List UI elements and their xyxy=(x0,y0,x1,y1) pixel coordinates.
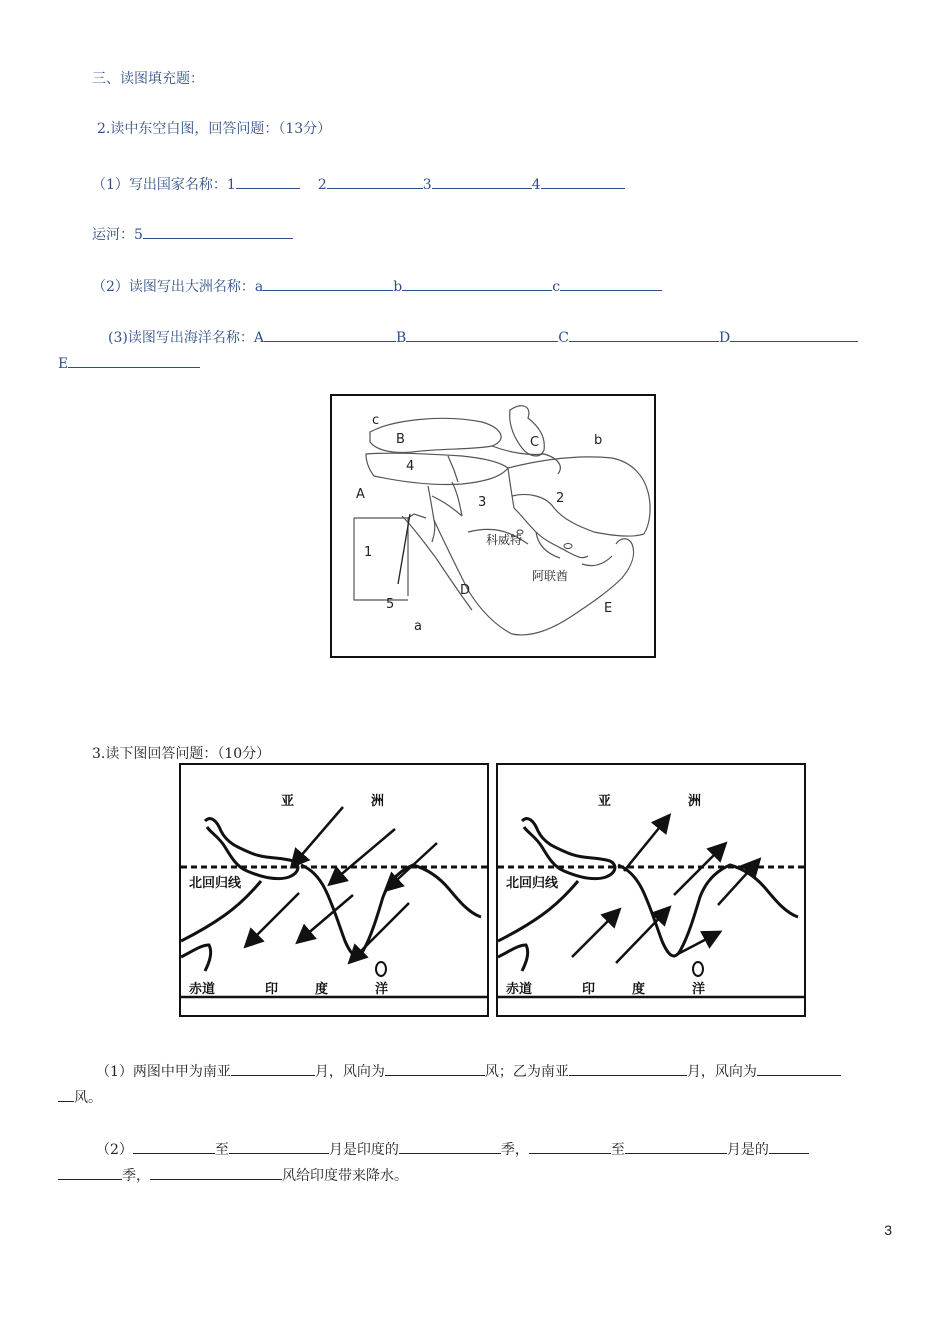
map-label-D: D xyxy=(460,583,471,598)
answer-blank-c[interactable] xyxy=(560,275,662,291)
q3-part2-cont: 季， 风给印度带来降水。 xyxy=(58,1164,408,1185)
middle-east-map-drawing xyxy=(332,396,654,656)
answer-blank-5[interactable] xyxy=(143,223,293,239)
blank-jia-wind[interactable] xyxy=(385,1060,485,1076)
q2-part3: (3)读图写出海洋名称：A B C D xyxy=(108,326,858,347)
label-tropic-right: 北回归线 xyxy=(506,876,559,891)
label-yang-right: 洋 xyxy=(692,982,706,997)
answer-blank-ocean-B[interactable] xyxy=(406,326,558,342)
q3-part1: （1）两图中甲为南亚 月，风向为 风；乙为南亚 月，风向为 xyxy=(96,1060,841,1081)
q2-canal: 运河：5 xyxy=(92,223,293,244)
answer-blank-ocean-E[interactable] xyxy=(68,352,200,368)
q3-part2: （2） 至 月是印度的 季， 至 月是的 xyxy=(96,1138,809,1159)
q2-part3-cont: E xyxy=(58,352,200,372)
blank-season1-start[interactable] xyxy=(133,1138,215,1154)
blank-yi-wind[interactable] xyxy=(757,1060,841,1076)
map-label-E: E xyxy=(604,601,613,616)
map-label-5: 5 xyxy=(386,597,395,612)
map-label-3: 3 xyxy=(478,495,487,510)
monsoon-map-left xyxy=(179,763,489,1017)
label-yang-left: 洋 xyxy=(375,982,389,997)
q3-title: 3.读下图回答问题：（10分） xyxy=(92,746,271,762)
blank-yi-month[interactable] xyxy=(569,1060,687,1076)
answer-blank-2[interactable] xyxy=(327,173,423,189)
blank-yi-wind-cont[interactable] xyxy=(58,1086,74,1102)
q3-part1-cont: 风。 xyxy=(58,1086,102,1107)
answer-blank-1[interactable] xyxy=(236,173,300,189)
middle-east-map xyxy=(330,394,656,658)
page-number: 3 xyxy=(884,1222,892,1238)
map-label-b: b xyxy=(594,433,603,448)
label-yin-right: 印 xyxy=(582,982,596,997)
blank-season2-name-cont[interactable] xyxy=(58,1164,122,1180)
answer-blank-b[interactable] xyxy=(402,275,552,291)
section-title: 三、读图填充题： xyxy=(92,71,204,87)
q2-title: 2.读中东空白图，回答问题：（13分） xyxy=(97,121,332,137)
answer-blank-ocean-A[interactable] xyxy=(264,326,396,342)
blank-rain-wind[interactable] xyxy=(150,1164,282,1180)
map-label-B: B xyxy=(396,432,405,447)
q2-part1: （1）写出国家名称：1 2 3 4 xyxy=(92,173,625,194)
label-du-left: 度 xyxy=(315,982,329,997)
label-zhou-right: 洲 xyxy=(688,794,702,809)
map-label-C: C xyxy=(530,435,540,450)
label-equator-left: 赤道 xyxy=(189,982,216,997)
blank-season2-name[interactable] xyxy=(769,1138,809,1154)
map-label-1: 1 xyxy=(364,545,373,560)
map-label-kuwait: 科威特 xyxy=(486,533,523,547)
blank-jia-month[interactable] xyxy=(231,1060,315,1076)
label-ya-right: 亚 xyxy=(598,794,612,809)
map-label-4: 4 xyxy=(406,459,415,474)
answer-blank-a[interactable] xyxy=(263,275,393,291)
monsoon-map-right-drawing xyxy=(498,765,804,1015)
monsoon-map-left-drawing xyxy=(181,765,487,1015)
blank-season2-start[interactable] xyxy=(529,1138,611,1154)
map-label-A: A xyxy=(356,487,365,502)
label-zhou-left: 洲 xyxy=(371,794,385,809)
label-yin-left: 印 xyxy=(265,982,279,997)
label-ya-left: 亚 xyxy=(281,794,295,809)
blank-season1-end[interactable] xyxy=(229,1138,329,1154)
monsoon-map-right xyxy=(496,763,806,1017)
map-label-a: a xyxy=(414,619,422,634)
map-label-2: 2 xyxy=(556,491,565,506)
map-label-c: c xyxy=(372,413,380,428)
blank-season1-name[interactable] xyxy=(399,1138,501,1154)
label-du-right: 度 xyxy=(632,982,646,997)
label-tropic-left: 北回归线 xyxy=(189,876,242,891)
map-label-uae: 阿联酋 xyxy=(532,569,569,583)
answer-blank-3[interactable] xyxy=(432,173,532,189)
q2-part2: （2）读图写出大洲名称：a b c xyxy=(92,275,662,296)
answer-blank-4[interactable] xyxy=(541,173,625,189)
answer-blank-ocean-C[interactable] xyxy=(569,326,719,342)
answer-blank-ocean-D[interactable] xyxy=(730,326,858,342)
blank-season2-end[interactable] xyxy=(625,1138,727,1154)
label-equator-right: 赤道 xyxy=(506,982,533,997)
